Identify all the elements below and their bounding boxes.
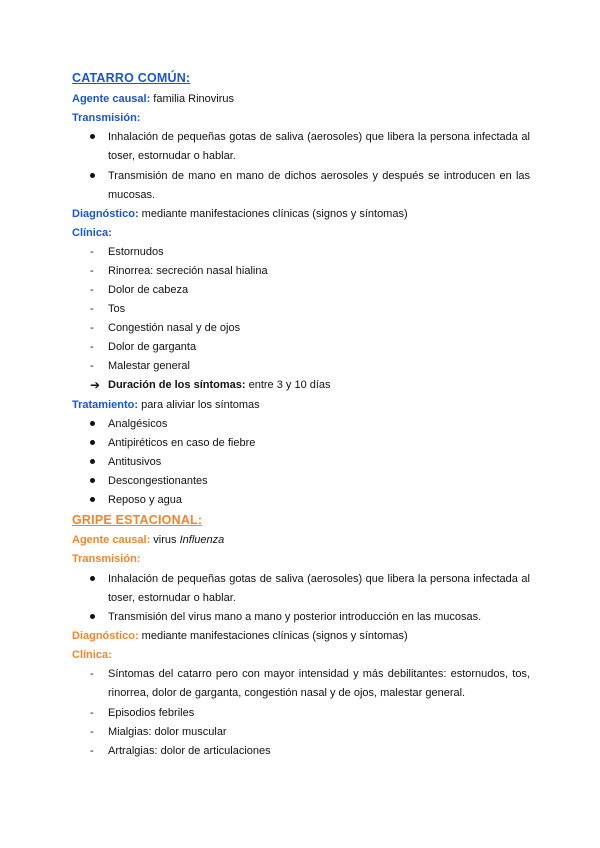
gripe-agent-label: Agente causal: (72, 534, 151, 546)
list-item-text: Rinorrea: secreción nasal hialina (108, 265, 268, 277)
catarro-clinical-item (72, 262, 530, 281)
catarro-clinical-label: Clínica: (72, 227, 112, 239)
catarro-treatment-item (72, 434, 530, 453)
gripe-clinical-item (72, 704, 530, 723)
gripe-transmission-label: Transmisión: (72, 553, 141, 565)
list-item-text: Tos (108, 303, 126, 315)
catarro-agent-label: Agente causal: (72, 93, 151, 105)
list-item-text: Reposo y agua (108, 494, 182, 506)
dash-icon: - (90, 303, 94, 315)
catarro-treatment-value: para aliviar los síntomas (138, 399, 260, 411)
gripe-clinical-item (72, 665, 530, 703)
catarro-clinical-item (72, 300, 530, 319)
dash-icon: - (90, 322, 94, 334)
duration-value: entre 3 y 10 días (245, 379, 331, 391)
gripe-agent (72, 531, 530, 550)
list-item-text: Artralgias: dolor de articulaciones (108, 745, 271, 757)
gripe-transmission-item-2 (72, 608, 530, 627)
bullet-icon (90, 415, 104, 434)
gripe-diagnosis-label: Diagnóstico: (72, 630, 139, 642)
dash-icon: - (90, 341, 94, 353)
list-item-text: Transmisión de mano en mano de dichos aerosoles y después se introducen en las mucosas. (108, 170, 530, 201)
gripe-title: GRIPE ESTACIONAL: (72, 513, 203, 527)
catarro-agent-value: familia Rinovirus (150, 93, 234, 105)
catarro-clinical-item (72, 281, 530, 300)
catarro-clinical-item (72, 357, 530, 376)
catarro-transmission-label: Transmisión: (72, 112, 141, 124)
list-item-text: Episodios febriles (108, 707, 195, 719)
bullet-icon (90, 167, 104, 186)
list-item-text: Transmisión del virus mano a mano y posterior introducción en las mucosas. (108, 611, 482, 623)
list-item-text: Dolor de garganta (108, 341, 197, 353)
catarro-treatment-item (72, 453, 530, 472)
bullet-icon (90, 491, 104, 510)
catarro-clinical-item (72, 243, 530, 262)
catarro-duration (72, 376, 530, 395)
catarro-diagnosis-value: mediante manifestaciones clínicas (signos y síntomas) (138, 208, 408, 220)
list-item-text: Descongestionantes (108, 475, 208, 487)
catarro-treatment-item (72, 491, 530, 510)
list-item-text: Analgésicos (108, 418, 168, 430)
arrow-right-icon: ➔ (90, 378, 101, 392)
gripe-agent-italic: Influenza (179, 534, 225, 546)
gripe-clinical-item (72, 742, 530, 761)
catarro-clinical-item (72, 338, 530, 357)
list-item-text: Antitusivos (108, 456, 162, 468)
list-item-text: Dolor de cabeza (108, 284, 189, 296)
gripe-diagnosis (72, 627, 530, 646)
list-item-text: Estornudos (108, 246, 164, 258)
gripe-transmission-item-1 (72, 570, 530, 608)
gripe-clinical-item (72, 723, 530, 742)
dash-icon: - (90, 284, 94, 296)
list-item-text: Inhalación de pequeñas gotas de saliva (aerosoles) que libera la persona infectada al toser, estornudar o hablar. (108, 573, 530, 604)
bullet-icon (90, 453, 104, 472)
dash-icon: - (90, 668, 94, 680)
bullet-icon (90, 472, 104, 491)
catarro-treatment-label: Tratamiento: (72, 399, 139, 411)
duration-label: Duración de los síntomas: (108, 379, 246, 391)
catarro-transmission-item-1 (72, 128, 530, 166)
gripe-clinical-label: Clínica: (72, 649, 112, 661)
catarro-treatment-item (72, 415, 530, 434)
gripe-diagnosis-value: mediante manifestaciones clínicas (signos y síntomas) (138, 630, 408, 642)
list-item-text: Antipiréticos en caso de fiebre (108, 437, 256, 449)
bullet-icon (90, 128, 104, 147)
catarro-diagnosis (72, 205, 530, 224)
catarro-treatment (72, 396, 530, 415)
bullet-icon (90, 570, 104, 589)
bullet-icon (90, 608, 104, 627)
dash-icon: - (90, 726, 94, 738)
list-item-text: Congestión nasal y de ojos (108, 322, 241, 334)
dash-icon: - (90, 707, 94, 719)
dash-icon: - (90, 360, 94, 372)
catarro-agent (72, 90, 530, 109)
list-item-text: Inhalación de pequeñas gotas de saliva (aerosoles) que libera la persona infectada al toser, estornudar o hablar. (108, 131, 530, 162)
catarro-clinical-item (72, 319, 530, 338)
gripe-agent-value: virus (150, 534, 180, 546)
catarro-treatment-item (72, 472, 530, 491)
dash-icon: - (90, 246, 94, 258)
list-item-text: Síntomas del catarro pero con mayor intensidad y más debilitantes: estornudos, tos, rinorrea, dolor de garganta, congestión nasal y de ojos, malestar general. (108, 668, 530, 699)
dash-icon: - (90, 745, 94, 757)
list-item-text: Malestar general (108, 360, 190, 372)
list-item-text: Mialgias: dolor muscular (108, 726, 227, 738)
catarro-transmission-item-2 (72, 167, 530, 205)
dash-icon: - (90, 265, 94, 277)
catarro-title: CATARRO COMÚN: (72, 71, 191, 85)
bullet-icon (90, 434, 104, 453)
catarro-diagnosis-label: Diagnóstico: (72, 208, 139, 220)
